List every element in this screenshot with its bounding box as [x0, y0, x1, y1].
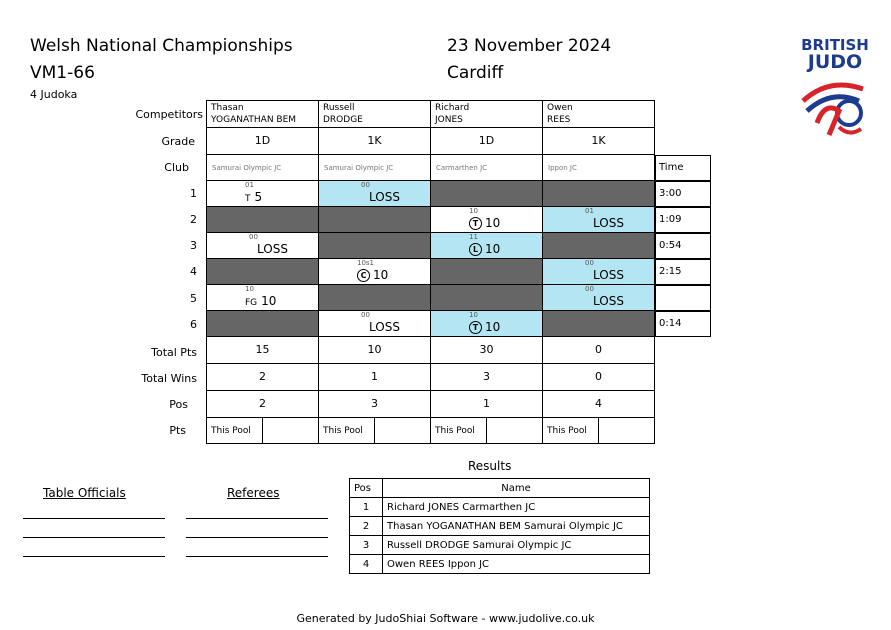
penalty-circle-icon: L	[469, 243, 482, 256]
grade-4: 1K	[543, 128, 655, 155]
match-4-cell-4	[543, 259, 655, 285]
total-pts-3: 30	[431, 337, 543, 364]
label-grade: Grade	[161, 135, 195, 148]
results-row	[350, 498, 650, 517]
pool-pts-4: This Pool	[543, 418, 655, 444]
label-pos: Pos	[169, 398, 188, 411]
total-pts-2: 10	[319, 337, 431, 364]
judoka-emblem-icon	[799, 71, 871, 141]
pos-1: 2	[207, 391, 319, 418]
score-code: 00	[361, 181, 370, 189]
club-3: Carmarthen JC	[431, 155, 543, 181]
score-value: LOSS	[369, 320, 400, 334]
label-total-wins: Total Wins	[141, 372, 197, 385]
score-value: T 5	[245, 190, 263, 204]
results-row	[350, 536, 650, 555]
score-value: LOSS	[369, 190, 400, 204]
category: VM1-66	[30, 63, 95, 83]
match-1-cell-1	[207, 181, 319, 207]
score-code: 00	[249, 233, 258, 241]
match-1-cell-3	[431, 181, 543, 207]
match-6-cell-4	[543, 311, 655, 337]
label-match-2: 2	[190, 213, 197, 226]
results-row	[350, 517, 650, 536]
score-code: 01	[585, 207, 594, 215]
result-pos: 4	[350, 555, 383, 574]
result-name: Owen REES Ippon JC	[383, 555, 650, 574]
score-value: L 10	[469, 242, 500, 256]
footer: Generated by JudoShiai Software - www.judolive.co.uk	[296, 612, 595, 625]
result-name: Richard JONES Carmarthen JC	[383, 498, 650, 517]
pool-grid	[206, 100, 655, 444]
result-name: Thasan YOGANATHAN BEM Samurai Olympic JC	[383, 517, 650, 536]
result-pos: 2	[350, 517, 383, 536]
match-4-cell-1	[207, 259, 319, 285]
result-name: Russell DRODGE Samurai Olympic JC	[383, 536, 650, 555]
logo-line2: JUDO	[807, 51, 863, 73]
match-5-cell-4	[543, 285, 655, 311]
pos-2: 3	[319, 391, 431, 418]
official-line	[23, 518, 165, 519]
time-match-1: 3:00	[655, 181, 711, 207]
time-header: Time	[655, 155, 711, 181]
match-5-cell-3	[431, 285, 543, 311]
score-value: T 10	[469, 320, 500, 334]
score-prefix: FG	[245, 298, 258, 308]
penalty-circle-icon: C	[357, 269, 370, 282]
match-2-cell-3	[431, 207, 543, 233]
club-4: Ippon JC	[543, 155, 655, 181]
label-match-6: 6	[190, 318, 197, 331]
match-1-cell-2	[319, 181, 431, 207]
label-competitors: Competitors	[135, 108, 203, 121]
time-match-6: 0:14	[655, 311, 711, 337]
pool-pts-1: This Pool	[207, 418, 319, 444]
time-match-4: 2:15	[655, 259, 711, 285]
score-code: 10	[469, 207, 478, 215]
match-4-cell-2	[319, 259, 431, 285]
score-value: LOSS	[593, 268, 624, 282]
grade-1: 1D	[207, 128, 319, 155]
match-6-cell-1	[207, 311, 319, 337]
result-pos: 1	[350, 498, 383, 517]
competitor-2-name: Russell DRODGE	[319, 101, 431, 128]
score-value: LOSS	[593, 216, 624, 230]
score-prefix: T	[245, 194, 251, 204]
club-2: Samurai Olympic JC	[319, 155, 431, 181]
score-code: 10	[245, 285, 254, 293]
referee-line	[186, 518, 328, 519]
score-value: FG 10	[245, 294, 277, 308]
score-code: 01	[245, 181, 254, 189]
match-1-cell-4	[543, 181, 655, 207]
match-6-cell-2	[319, 311, 431, 337]
total-wins-3: 3	[431, 364, 543, 391]
total-pts-1: 15	[207, 337, 319, 364]
match-3-cell-1	[207, 233, 319, 259]
result-pos: 3	[350, 536, 383, 555]
match-2-cell-4	[543, 207, 655, 233]
score-value: LOSS	[257, 242, 288, 256]
event-title: Welsh National Championships	[30, 36, 293, 56]
total-pts-4: 0	[543, 337, 655, 364]
event-venue: Cardiff	[447, 63, 504, 83]
score-value: LOSS	[593, 294, 624, 308]
pos-3: 1	[431, 391, 543, 418]
match-2-cell-1	[207, 207, 319, 233]
event-date: 23 November 2024	[447, 36, 612, 56]
total-wins-1: 2	[207, 364, 319, 391]
score-code: 11	[469, 233, 478, 241]
results-title: Results	[468, 459, 512, 473]
results-row	[350, 555, 650, 574]
competitor-3-name: Richard JONES	[431, 101, 543, 128]
competitor-4-name: Owen REES	[543, 101, 655, 128]
match-3-cell-4	[543, 233, 655, 259]
label-match-4: 4	[190, 265, 197, 278]
pool-pts-2: This Pool	[319, 418, 431, 444]
results-table	[349, 478, 650, 574]
label-match-1: 1	[190, 187, 197, 200]
label-club: Club	[164, 161, 189, 174]
score-value: C 10	[357, 268, 388, 282]
official-line	[23, 556, 165, 557]
match-5-cell-2	[319, 285, 431, 311]
match-3-cell-3	[431, 233, 543, 259]
time-match-5	[655, 285, 711, 311]
penalty-circle-icon: T	[469, 217, 482, 230]
penalty-circle-icon: T	[469, 321, 482, 334]
score-code: 10s1	[357, 259, 375, 267]
score-code: 00	[361, 311, 370, 319]
time-match-3: 0:54	[655, 233, 711, 259]
referee-line	[186, 537, 328, 538]
table-officials-heading: Table Officials	[43, 486, 126, 500]
judoka-count: 4 Judoka	[30, 88, 78, 101]
score-code: 00	[585, 285, 594, 293]
total-wins-2: 1	[319, 364, 431, 391]
match-6-cell-3	[431, 311, 543, 337]
results-col-name: Name	[383, 479, 650, 498]
british-judo-logo	[795, 38, 875, 145]
match-4-cell-3	[431, 259, 543, 285]
results-col-pos: Pos	[350, 479, 383, 498]
score-value: T 10	[469, 216, 500, 230]
label-match-5: 5	[190, 292, 197, 305]
score-code: 10	[469, 311, 478, 319]
time-match-2: 1:09	[655, 207, 711, 233]
club-1: Samurai Olympic JC	[207, 155, 319, 181]
pos-4: 4	[543, 391, 655, 418]
label-pts: Pts	[169, 424, 186, 437]
official-line	[23, 537, 165, 538]
match-3-cell-2	[319, 233, 431, 259]
logo-line1: BRITISH	[801, 36, 869, 54]
referee-line	[186, 556, 328, 557]
pool-pts-3: This Pool	[431, 418, 543, 444]
score-code: 00	[585, 259, 594, 267]
match-5-cell-1	[207, 285, 319, 311]
total-wins-4: 0	[543, 364, 655, 391]
label-total-pts: Total Pts	[151, 346, 197, 359]
competitor-1-name: Thasan YOGANATHAN BEM	[207, 101, 319, 128]
grade-2: 1K	[319, 128, 431, 155]
referees-heading: Referees	[227, 486, 280, 500]
label-match-3: 3	[190, 239, 197, 252]
match-2-cell-2	[319, 207, 431, 233]
grade-3: 1D	[431, 128, 543, 155]
